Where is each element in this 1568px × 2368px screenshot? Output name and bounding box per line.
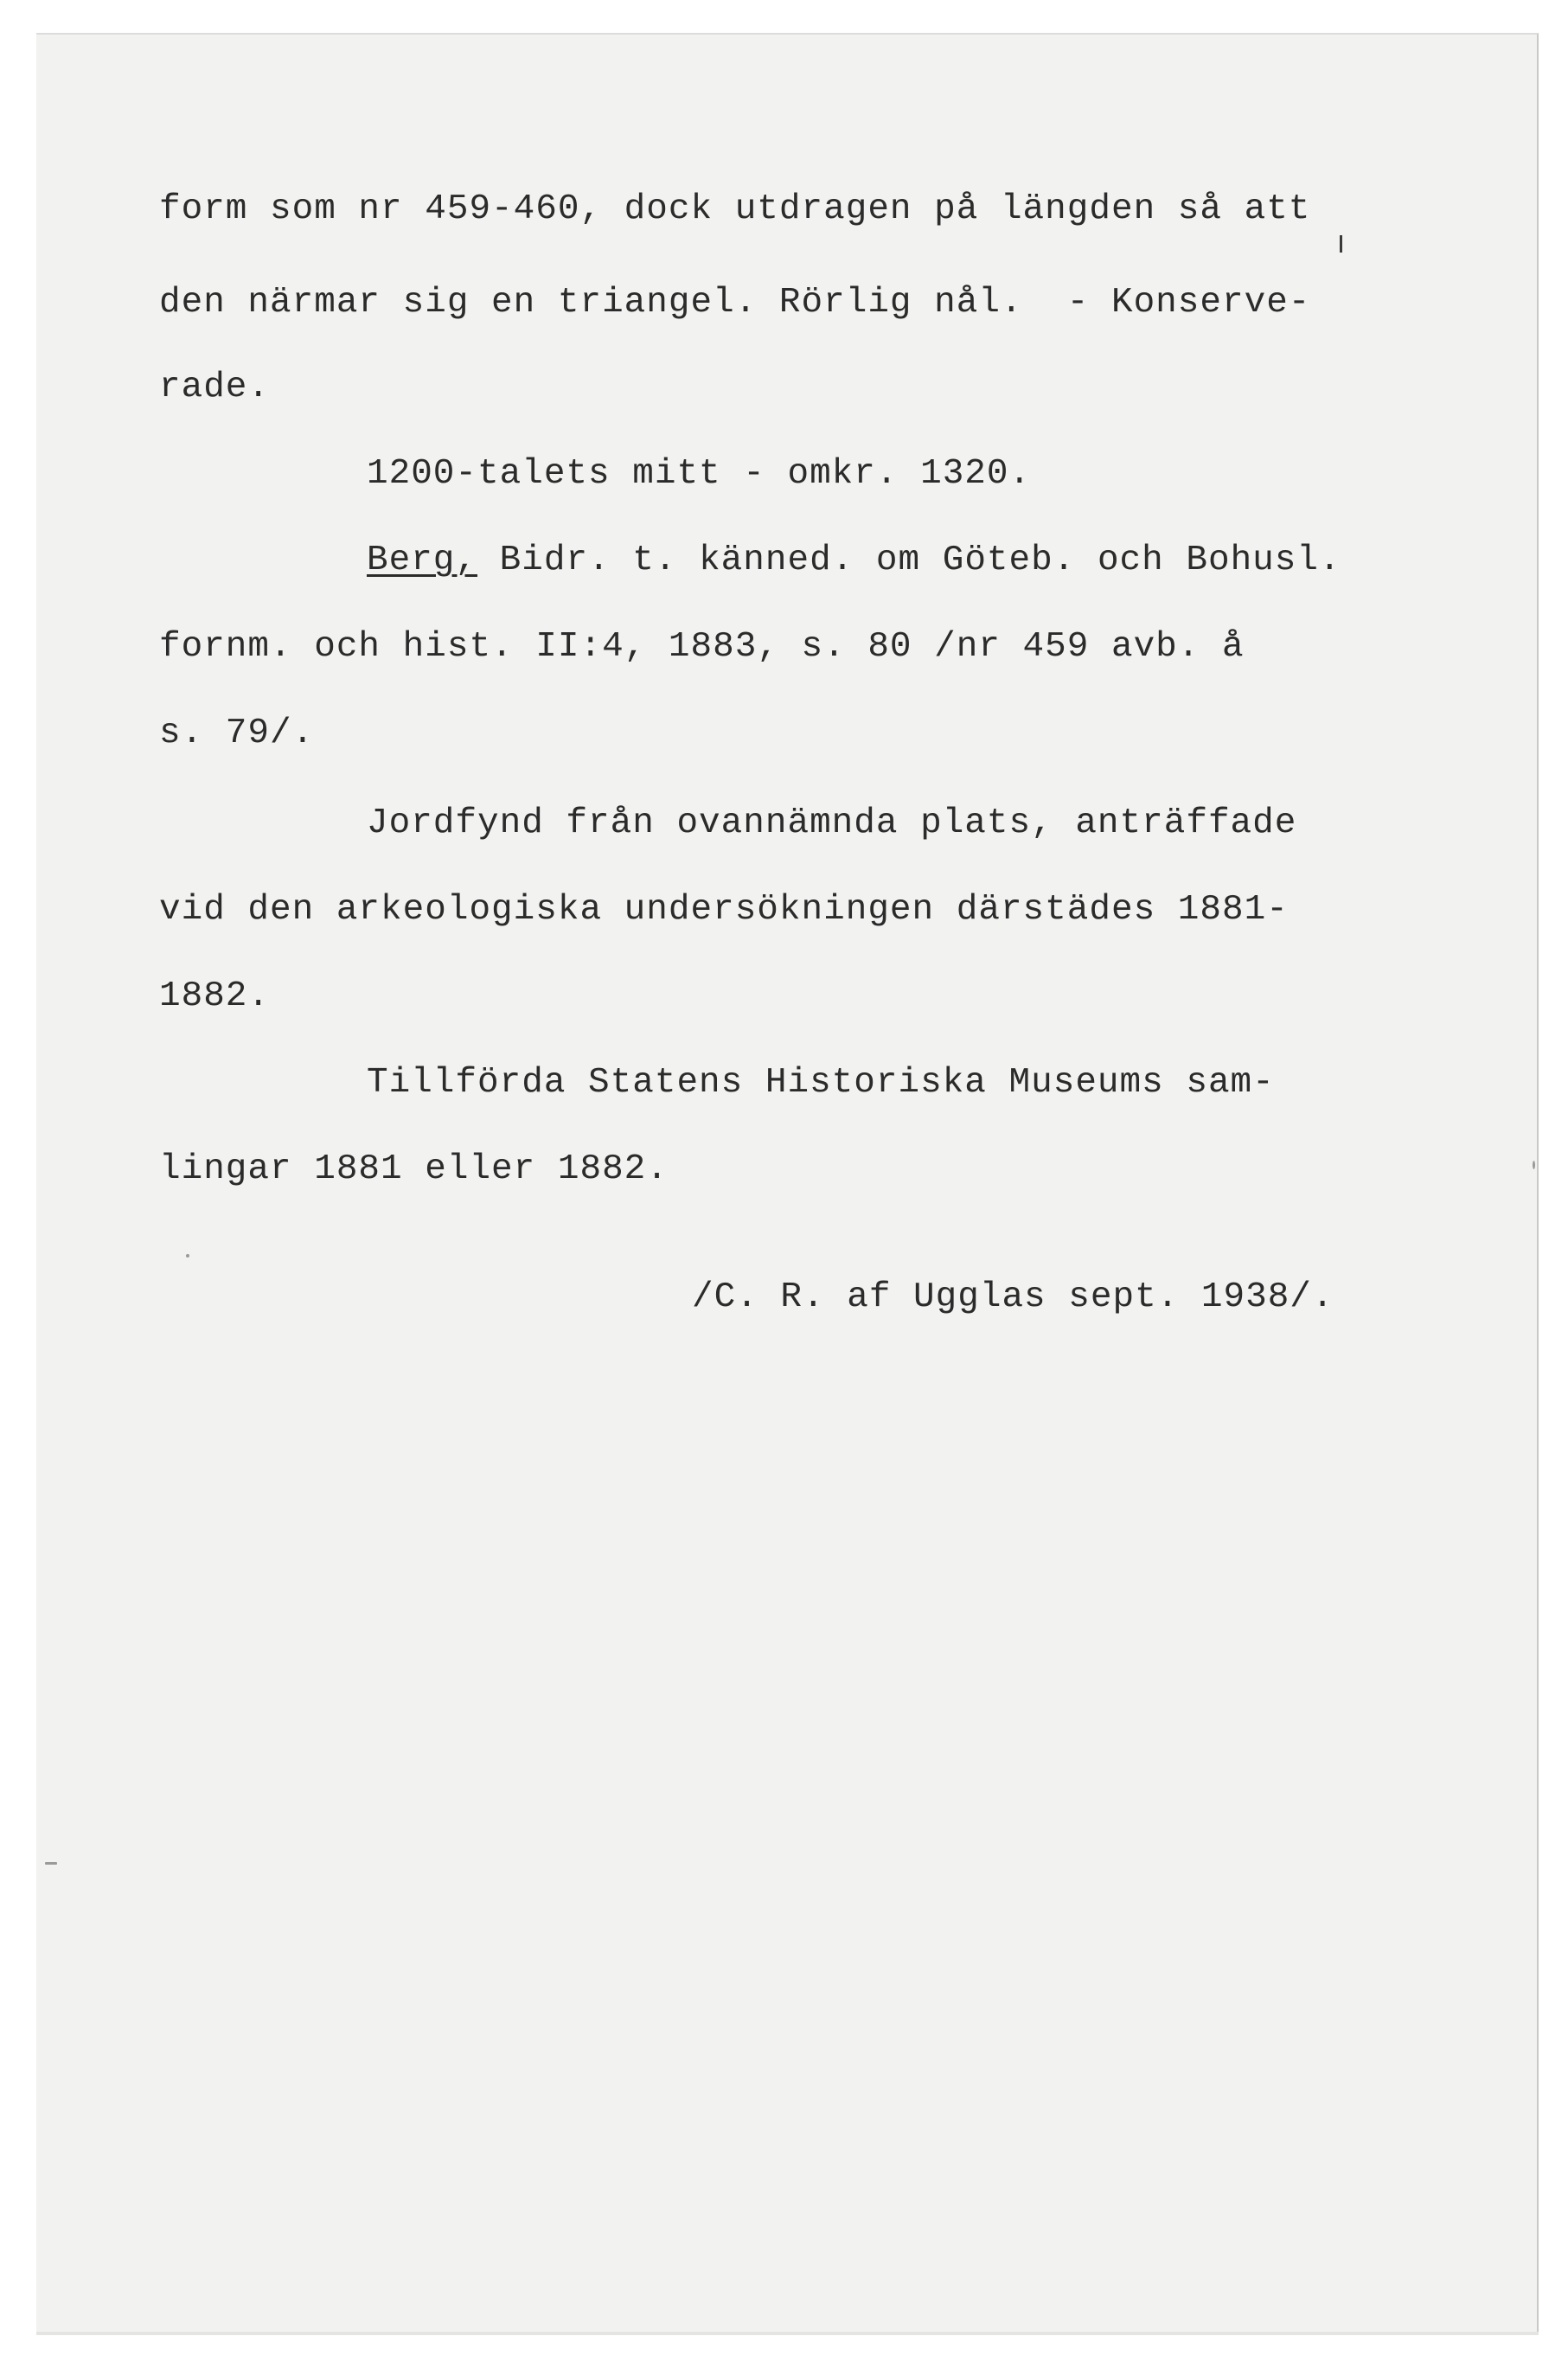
- text-line-9: vid den arkeologiska undersökningen därstädes 1881-: [159, 890, 1289, 930]
- reference-title: Bidr. t. känned. om Göteb. och Bohusl.: [499, 541, 1341, 580]
- dating-line: 1200-talets mitt - omkr. 1320.: [367, 454, 1032, 494]
- text-line-2: den närmar sig en triangel. Rörlig nål. - Konserve-: [159, 283, 1311, 323]
- text-line-1: form som nr 459-460, dock utdragen på längden så att: [159, 189, 1311, 229]
- paper-speck: [186, 1254, 189, 1258]
- signature-line: /C. R. af Ugglas sept. 1938/.: [692, 1277, 1334, 1317]
- text-line-7: s. 79/.: [159, 714, 315, 753]
- text-line-12: lingar 1881 eller 1882.: [159, 1149, 669, 1189]
- paper-speck: [1533, 1161, 1535, 1169]
- text-line-11: Tillförda Statens Historiska Museums sam-: [367, 1063, 1275, 1103]
- text-line-10: 1882.: [159, 976, 271, 1016]
- author-reference: Berg,: [367, 541, 478, 580]
- text-line-3: rade.: [159, 368, 271, 407]
- text-line-6: fornm. och hist. II:4, 1883, s. 80 /nr 459 avb. å: [159, 627, 1245, 667]
- comma-insertion-mark: [1340, 235, 1342, 253]
- reference-line: [367, 543, 1341, 579]
- card-bottom-edge: [36, 2332, 1539, 2335]
- paper-mark: [45, 1862, 57, 1865]
- text-line-8: Jordfynd från ovannämnda plats, anträffade: [367, 803, 1297, 843]
